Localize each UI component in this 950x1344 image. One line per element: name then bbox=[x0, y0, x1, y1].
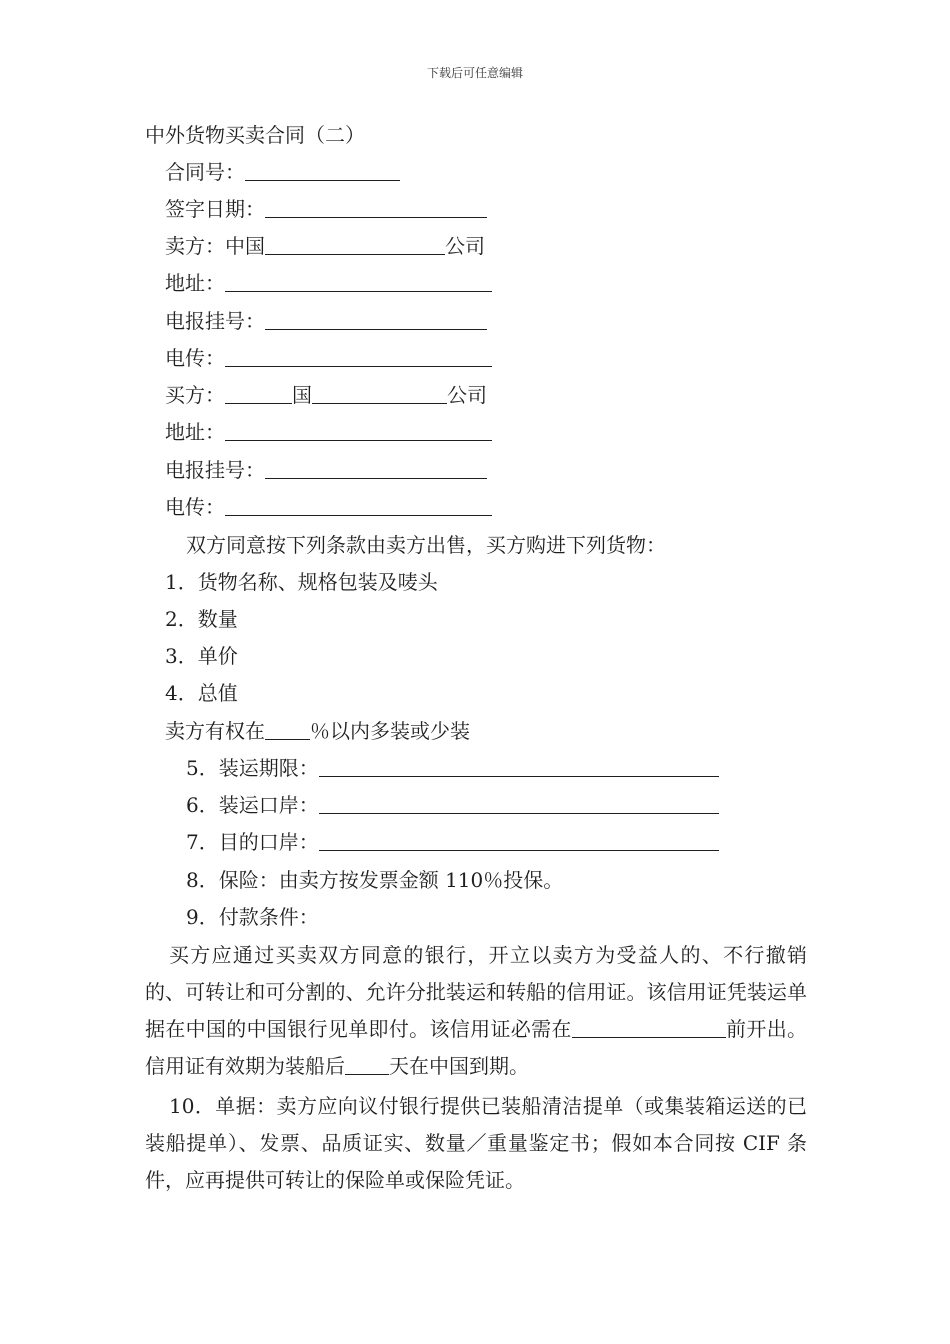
documents-paragraph: 10．单据：卖方应向议付银行提供已装船清洁提单（或集装箱运送的已装船提单）、发票、品质证实、数量／重量鉴定书；假如本合同按 CIF 条件，应再提供可转让的保险单或保险凭证。 bbox=[145, 1094, 807, 1192]
item-destination-port bbox=[186, 829, 719, 855]
payment-paragraph bbox=[145, 937, 807, 1085]
item-unit-price: 3．单价 bbox=[165, 644, 238, 668]
tolerance-line bbox=[165, 718, 470, 744]
seller-name-blank bbox=[265, 234, 445, 255]
buyer-country-label: 国 bbox=[292, 383, 312, 407]
destination-port-blank bbox=[319, 830, 719, 851]
sign-date-blank bbox=[265, 197, 487, 218]
seller-address-line bbox=[165, 270, 492, 296]
lc-validity-days-blank bbox=[345, 1054, 389, 1075]
sign-date-line bbox=[165, 196, 487, 222]
buyer-address-line bbox=[165, 419, 492, 445]
buyer-address-label: 地址： bbox=[165, 420, 225, 444]
buyer-cable-label: 电报挂号： bbox=[165, 458, 265, 482]
item-payment-terms: 9．付款条件： bbox=[186, 905, 319, 929]
buyer-company-suffix: 公司 bbox=[447, 383, 487, 407]
seller-cable-blank bbox=[265, 309, 487, 330]
buyer-label: 买方： bbox=[165, 383, 225, 407]
seller-line bbox=[165, 233, 485, 259]
item-goods: 1．货物名称、规格包装及唛头 bbox=[165, 570, 438, 594]
buyer-fax-blank bbox=[225, 495, 492, 516]
buyer-fax-label: 电传： bbox=[165, 495, 225, 519]
page-header-note: 下载后可任意编辑 bbox=[426, 66, 523, 80]
lc-open-date-blank-a bbox=[572, 1017, 628, 1038]
lc-open-date-blank-b bbox=[628, 1017, 726, 1038]
contract-number-blank bbox=[245, 160, 400, 181]
buyer-cable-line bbox=[165, 457, 487, 483]
seller-fax-label: 电传： bbox=[165, 346, 225, 370]
payment-text-1: 买方应通过买卖双方同意的银行，开立以卖方为受益人的、不行撤销的、可转让和可分割的、允许分批装运和转船的信用证。该信用证凭装运单据在中国的中国银行见单即付。该信用证必需在 bbox=[145, 943, 807, 1041]
buyer-fax-line bbox=[165, 494, 492, 520]
buyer-line bbox=[165, 382, 487, 408]
seller-cable-line bbox=[165, 308, 487, 334]
document-title: 中外货物买卖合同（二） bbox=[145, 123, 365, 147]
contract-number-line bbox=[165, 159, 400, 185]
shipment-period-label: 5．装运期限： bbox=[186, 756, 319, 780]
intro-text: 双方同意按下列条款由卖方出售，买方购进下列货物： bbox=[186, 533, 666, 557]
contract-number-label: 合同号： bbox=[165, 160, 245, 184]
seller-address-label: 地址： bbox=[165, 271, 225, 295]
item-insurance: 8．保险：由卖方按发票金额 110％投保。 bbox=[186, 868, 564, 892]
seller-company-suffix: 公司 bbox=[445, 234, 485, 258]
payment-text-3: 天在中国到期。 bbox=[389, 1054, 529, 1078]
buyer-name-blank bbox=[312, 383, 447, 404]
seller-cable-label: 电报挂号： bbox=[165, 309, 265, 333]
tolerance-label-b: ％以内多装或少装 bbox=[310, 719, 470, 743]
payment-text-2: 前开出。信用证有效期为装船后 bbox=[145, 1017, 808, 1078]
seller-label: 卖方：中国 bbox=[165, 234, 265, 258]
destination-port-label: 7．目的口岸： bbox=[186, 830, 319, 854]
item-total-value: 4．总值 bbox=[165, 681, 238, 705]
loading-port-label: 6．装运口岸： bbox=[186, 793, 319, 817]
buyer-cable-blank bbox=[265, 458, 487, 479]
tolerance-label-a: 卖方有权在 bbox=[165, 719, 265, 743]
loading-port-blank bbox=[319, 793, 719, 814]
buyer-address-blank bbox=[225, 420, 492, 441]
tolerance-percent-blank bbox=[265, 719, 310, 740]
item-quantity: 2．数量 bbox=[165, 607, 238, 631]
buyer-country-blank bbox=[225, 383, 292, 404]
item-loading-port bbox=[186, 792, 719, 818]
seller-fax-blank bbox=[225, 346, 492, 367]
sign-date-label: 签字日期： bbox=[165, 197, 265, 221]
shipment-period-blank bbox=[319, 756, 719, 777]
seller-fax-line bbox=[165, 345, 492, 371]
item-shipment-period bbox=[186, 755, 719, 781]
seller-address-blank bbox=[225, 271, 492, 292]
